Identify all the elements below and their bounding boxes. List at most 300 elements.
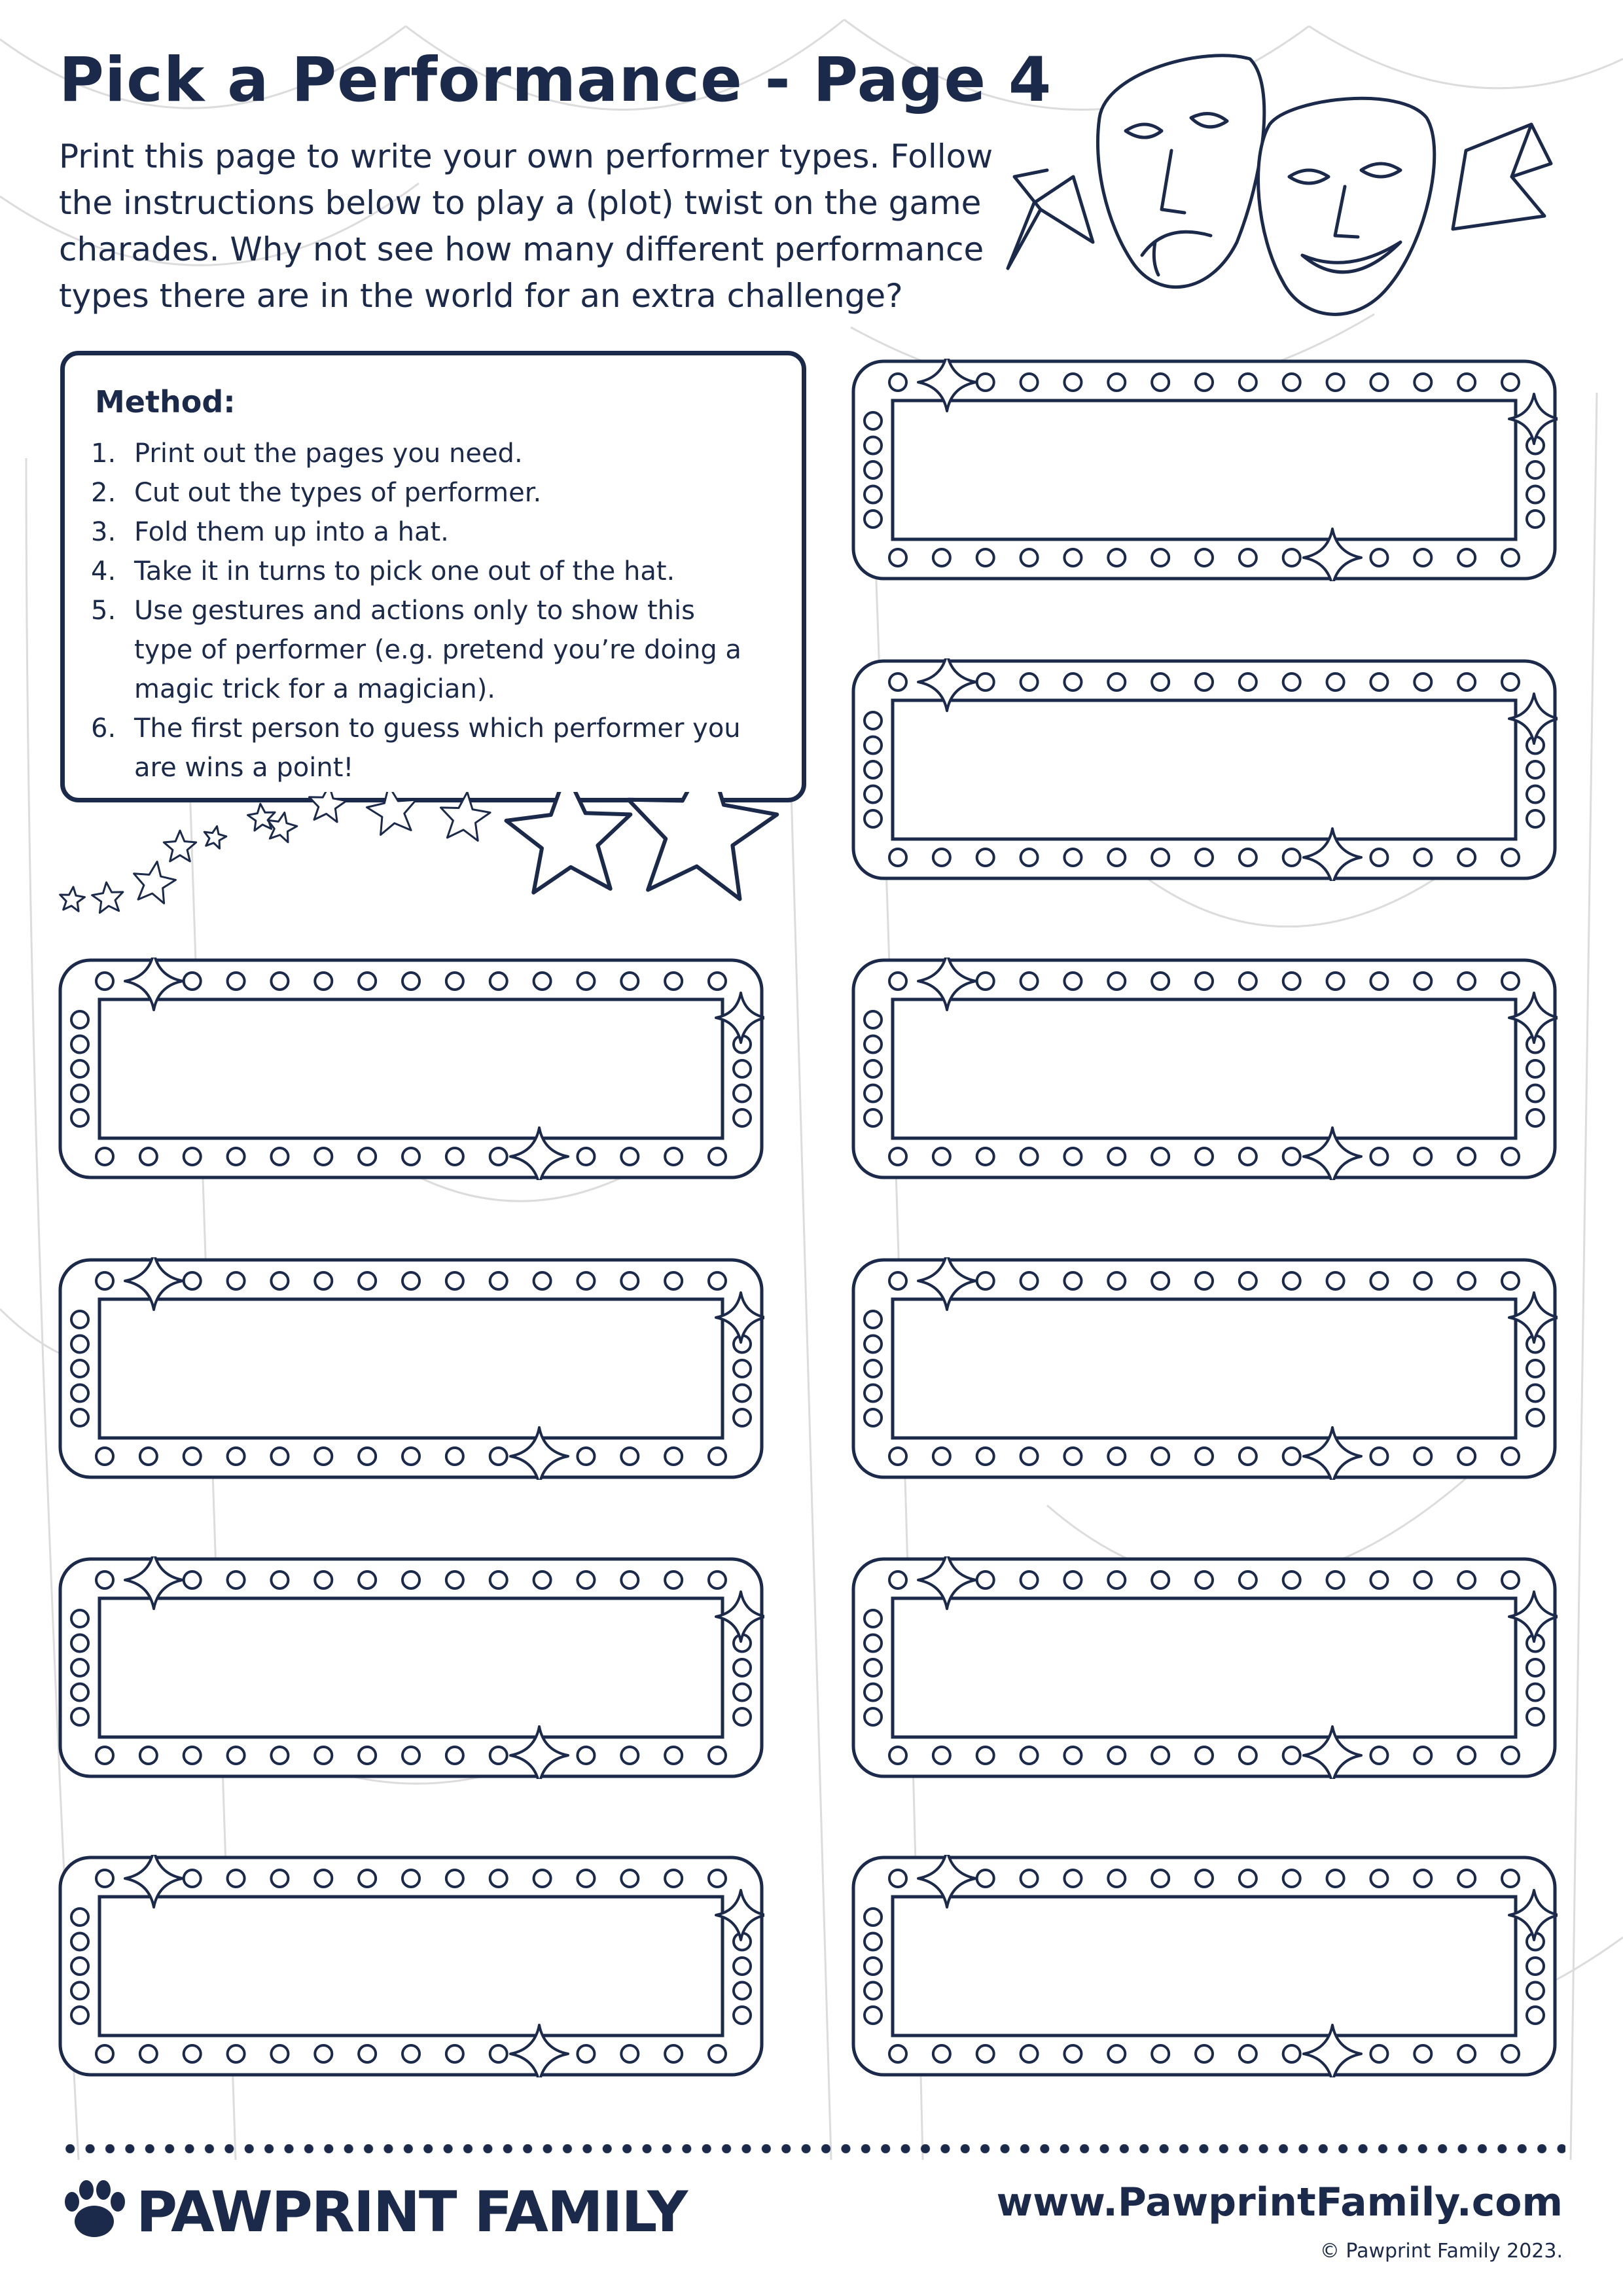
bulb <box>1064 1148 1081 1165</box>
step-number: 4. <box>91 556 116 586</box>
bulb <box>889 673 906 691</box>
bulb <box>71 1036 88 1053</box>
bulb <box>665 1148 682 1165</box>
bulb <box>933 1448 950 1465</box>
bulb <box>184 1148 201 1165</box>
bulb <box>228 1448 245 1465</box>
bulb <box>709 1448 726 1465</box>
bulb <box>446 1747 463 1764</box>
bulb <box>534 1870 551 1887</box>
bulb <box>665 1747 682 1764</box>
bulb <box>1370 1747 1387 1764</box>
method-box <box>60 351 806 802</box>
bulb <box>1458 1148 1475 1165</box>
bulb <box>1502 549 1519 566</box>
bulb <box>1108 1571 1125 1588</box>
bulb <box>577 973 594 990</box>
bulb <box>1527 1958 1544 1975</box>
bulb <box>1502 673 1519 691</box>
bulb <box>271 973 288 990</box>
bulb <box>1458 1448 1475 1465</box>
bulb <box>889 374 906 391</box>
bulb <box>1196 1747 1213 1764</box>
bulb <box>490 973 507 990</box>
bulb <box>709 1870 726 1887</box>
bulb <box>490 1272 507 1289</box>
bulb <box>1152 1747 1169 1764</box>
bulb <box>933 1148 950 1165</box>
bulb <box>865 786 882 803</box>
performer-card <box>851 958 1558 1180</box>
bulb <box>1152 849 1169 866</box>
bulb <box>977 1448 994 1465</box>
bulb <box>577 1747 594 1764</box>
bulb <box>402 1870 419 1887</box>
bulb <box>140 1148 157 1165</box>
bulb <box>889 1571 906 1588</box>
bulb <box>1240 549 1257 566</box>
step-number: 5. <box>91 596 116 626</box>
bulb <box>71 1684 88 1701</box>
bulb <box>1527 1409 1544 1426</box>
bulb <box>1527 1109 1544 1126</box>
bulb <box>933 1747 950 1764</box>
step-text: Cut out the types of performer. <box>134 478 542 508</box>
bulb <box>1152 673 1169 691</box>
bulb <box>1502 1272 1519 1289</box>
bulb <box>184 1448 201 1465</box>
bulb <box>1527 1085 1544 1102</box>
bulb <box>977 1571 994 1588</box>
bulb <box>1240 1571 1257 1588</box>
bulb <box>534 1571 551 1588</box>
bulb <box>865 1036 882 1053</box>
bulb <box>734 1060 751 1077</box>
bulb <box>1064 849 1081 866</box>
bulb <box>315 2045 332 2062</box>
bulb <box>865 1635 882 1652</box>
bulb <box>359 2045 376 2062</box>
bulb <box>933 849 950 866</box>
bulb <box>734 1085 751 1102</box>
bulb <box>1527 486 1544 503</box>
method-step <box>91 591 802 709</box>
step-number: 6. <box>91 713 116 744</box>
bulb <box>665 1448 682 1465</box>
step-number: 3. <box>91 517 116 547</box>
bulb <box>1283 1747 1300 1764</box>
bulb <box>977 973 994 990</box>
bulb <box>865 1610 882 1627</box>
bulb <box>865 1336 882 1353</box>
stars-icon <box>46 792 831 949</box>
bulb <box>865 437 882 454</box>
bulb <box>1196 1448 1213 1465</box>
bulb <box>490 1148 507 1165</box>
bulb <box>889 549 906 566</box>
bulb <box>228 1148 245 1165</box>
bulb <box>71 1360 88 1377</box>
bulb <box>315 1272 332 1289</box>
bulb <box>709 1571 726 1588</box>
star-shape <box>134 861 176 903</box>
bulb <box>359 1870 376 1887</box>
bulb <box>1370 1448 1387 1465</box>
bulb <box>1064 1870 1081 1887</box>
bulb <box>490 2045 507 2062</box>
bulb <box>71 2007 88 2024</box>
bulb <box>734 1360 751 1377</box>
write-in-area <box>99 999 722 1138</box>
bulb <box>1283 374 1300 391</box>
bulb <box>1064 1747 1081 1764</box>
bulb <box>1064 374 1081 391</box>
bulb <box>665 1272 682 1289</box>
bulb <box>865 1011 882 1028</box>
bulb <box>1414 849 1431 866</box>
footer-divider <box>60 2144 1565 2153</box>
bulb <box>1021 1148 1038 1165</box>
step-text: Use gestures and actions only to show this <box>134 596 695 626</box>
bulb <box>865 1085 882 1102</box>
bulb <box>621 973 638 990</box>
bulb <box>977 849 994 866</box>
bulb <box>1527 2007 1544 2024</box>
bulb <box>184 1571 201 1588</box>
bulb <box>977 2045 994 2062</box>
bulb <box>1021 1747 1038 1764</box>
bulb <box>1240 1870 1257 1887</box>
bulb <box>1414 1448 1431 1465</box>
bulb <box>665 973 682 990</box>
bulb <box>1283 1148 1300 1165</box>
bulb <box>709 973 726 990</box>
bulb <box>228 1571 245 1588</box>
intro-line: the instructions below to play a (plot) twist on the game <box>59 184 982 222</box>
bulb <box>1327 1272 1344 1289</box>
bulb <box>71 1011 88 1028</box>
bulb <box>621 1571 638 1588</box>
bulb <box>977 374 994 391</box>
star-shape <box>440 792 490 840</box>
bulb <box>1414 549 1431 566</box>
step-text: The first person to guess which performer you <box>134 713 741 744</box>
bulb <box>1414 1747 1431 1764</box>
bulb <box>1152 1870 1169 1887</box>
bulb <box>490 1747 507 1764</box>
bulb <box>315 1571 332 1588</box>
bulb <box>228 2045 245 2062</box>
bulb <box>1108 549 1125 566</box>
star-shape <box>268 813 297 842</box>
website-link[interactable]: www.PawprintFamily.com <box>996 2179 1563 2225</box>
write-in-area <box>893 1299 1516 1438</box>
bulb <box>865 1684 882 1701</box>
bulb <box>446 1272 463 1289</box>
bulb <box>1064 973 1081 990</box>
bulb <box>1240 1272 1257 1289</box>
bulb <box>577 2045 594 2062</box>
write-in-area <box>893 1897 1516 2036</box>
bulb <box>96 1448 113 1465</box>
performer-card <box>58 1855 764 2077</box>
bulb <box>734 2007 751 2024</box>
bulb <box>865 1109 882 1126</box>
bulb <box>865 486 882 503</box>
bulb <box>1527 1060 1544 1077</box>
star-shape <box>164 831 196 861</box>
paw-icon <box>60 2177 128 2245</box>
bulb <box>1502 2045 1519 2062</box>
bulb <box>1021 374 1038 391</box>
bulb <box>865 511 882 528</box>
bulb <box>1283 1448 1300 1465</box>
bulb <box>71 1311 88 1328</box>
bulb <box>359 1448 376 1465</box>
theatre-masks-icon <box>995 46 1558 334</box>
bulb <box>315 1148 332 1165</box>
bulb <box>933 2045 950 2062</box>
bulb <box>865 1933 882 1950</box>
bulb <box>665 1571 682 1588</box>
bulb <box>1283 673 1300 691</box>
bulb <box>1152 973 1169 990</box>
bulb <box>1527 1385 1544 1402</box>
bulb <box>1327 673 1344 691</box>
bulb <box>71 1336 88 1353</box>
bulb <box>1021 1448 1038 1465</box>
bulb <box>359 1148 376 1165</box>
bulb <box>1527 1982 1544 2000</box>
bulb <box>1152 1148 1169 1165</box>
bulb <box>1370 673 1387 691</box>
write-in-area <box>99 1598 722 1737</box>
bulb <box>889 1272 906 1289</box>
bulb <box>1527 511 1544 528</box>
bulb <box>1108 1148 1125 1165</box>
bulb <box>621 1272 638 1289</box>
bulb <box>865 461 882 478</box>
bulb <box>228 973 245 990</box>
step-text: Print out the pages you need. <box>134 439 523 469</box>
bulb <box>490 1870 507 1887</box>
bulb <box>96 1747 113 1764</box>
star-shape <box>367 792 416 835</box>
bulb <box>271 1571 288 1588</box>
bulb <box>865 1360 882 1377</box>
bulb <box>402 1148 419 1165</box>
bulb <box>71 1109 88 1126</box>
bulb <box>1196 1870 1213 1887</box>
bulb <box>1283 1571 1300 1588</box>
bulb <box>1021 673 1038 691</box>
bulb <box>1108 2045 1125 2062</box>
bulb <box>1502 1448 1519 1465</box>
bulb <box>1458 1571 1475 1588</box>
bulb <box>446 1148 463 1165</box>
bulb <box>96 1571 113 1588</box>
bulb <box>71 1385 88 1402</box>
bulb <box>1240 973 1257 990</box>
bulb <box>865 1311 882 1328</box>
bulb <box>1502 973 1519 990</box>
bulb <box>228 1272 245 1289</box>
bulb <box>1370 374 1387 391</box>
bulb <box>1370 973 1387 990</box>
bulb <box>577 1272 594 1289</box>
bulb <box>96 1148 113 1165</box>
bulb <box>1283 549 1300 566</box>
bulb <box>1414 1870 1431 1887</box>
bulb <box>889 973 906 990</box>
bulb <box>865 1958 882 1975</box>
bulb <box>1196 849 1213 866</box>
bulb <box>71 1060 88 1077</box>
star-shape <box>204 826 226 848</box>
method-step <box>91 473 802 512</box>
bulb <box>228 1870 245 1887</box>
bulb <box>1064 2045 1081 2062</box>
bulb <box>359 973 376 990</box>
bulb <box>1196 2045 1213 2062</box>
star-shape <box>92 882 123 913</box>
bulb <box>1458 1272 1475 1289</box>
bulb <box>446 1571 463 1588</box>
bulb <box>71 1610 88 1627</box>
bulb <box>1152 374 1169 391</box>
method-step <box>91 434 802 473</box>
bulb <box>315 973 332 990</box>
page-title: Pick a Performance - Page 4 <box>59 45 1052 116</box>
bulb <box>1064 673 1081 691</box>
bulb <box>977 1272 994 1289</box>
method-step <box>91 552 802 591</box>
bulb <box>71 1958 88 1975</box>
bulb <box>402 1571 419 1588</box>
bulb <box>1196 673 1213 691</box>
bulb <box>1108 973 1125 990</box>
bulb <box>1458 849 1475 866</box>
bulb <box>1527 1684 1544 1701</box>
bulb <box>709 2045 726 2062</box>
bulb <box>977 1148 994 1165</box>
bulb <box>1196 1272 1213 1289</box>
method-heading: Method: <box>95 384 236 420</box>
bulb <box>1327 973 1344 990</box>
bulb <box>621 1148 638 1165</box>
bulb <box>1283 1272 1300 1289</box>
step-number: 1. <box>91 439 116 469</box>
bulb <box>1196 549 1213 566</box>
bulb <box>1152 2045 1169 2062</box>
intro-line: types there are in the world for an extra challenge? <box>59 277 903 315</box>
bulb <box>1370 1148 1387 1165</box>
write-in-area <box>99 1897 722 2036</box>
bulb <box>577 1870 594 1887</box>
bulb <box>140 1747 157 1764</box>
bulb <box>184 1272 201 1289</box>
bulb <box>1021 1571 1038 1588</box>
bulb <box>865 1659 882 1676</box>
bulb <box>889 1747 906 1764</box>
step-text: type of performer (e.g. pretend you’re doing a <box>134 635 741 665</box>
bulb <box>734 1708 751 1725</box>
bulb <box>977 1870 994 1887</box>
bulb <box>271 1272 288 1289</box>
bulb <box>271 2045 288 2062</box>
bulb <box>734 1659 751 1676</box>
bulb <box>184 973 201 990</box>
performer-card <box>851 658 1558 881</box>
bulb <box>71 1708 88 1725</box>
bulb <box>184 1870 201 1887</box>
bulb <box>577 1571 594 1588</box>
star-shape <box>248 804 276 831</box>
bulb <box>889 2045 906 2062</box>
performer-card <box>58 958 764 1180</box>
bulb <box>734 1958 751 1975</box>
star-shape <box>310 792 347 822</box>
write-in-area <box>893 700 1516 839</box>
performer-card <box>851 1556 1558 1779</box>
bulb <box>1064 1272 1081 1289</box>
performer-card <box>58 1257 764 1480</box>
bulb <box>734 1982 751 2000</box>
brand-name: PAWPRINT FAMILY <box>136 2179 687 2245</box>
bulb <box>865 1060 882 1077</box>
bulb <box>1502 1571 1519 1588</box>
bulb <box>621 1747 638 1764</box>
bulb <box>889 1870 906 1887</box>
bulb <box>1327 374 1344 391</box>
bulb <box>271 1870 288 1887</box>
performer-card <box>58 1556 764 1779</box>
bulb <box>534 1272 551 1289</box>
bulb <box>865 2007 882 2024</box>
bulb <box>1527 786 1544 803</box>
bulb <box>865 412 882 429</box>
bulb <box>621 1870 638 1887</box>
bulb <box>1527 1659 1544 1676</box>
bulb <box>1458 374 1475 391</box>
bulb <box>402 1448 419 1465</box>
bulb <box>402 973 419 990</box>
step-text: Fold them up into a hat. <box>134 517 449 547</box>
bulb <box>71 1909 88 1926</box>
bulb <box>1196 973 1213 990</box>
bulb <box>977 549 994 566</box>
bulb <box>446 2045 463 2062</box>
bulb <box>402 1272 419 1289</box>
bulb <box>1502 1747 1519 1764</box>
bulb <box>71 1982 88 2000</box>
write-in-area <box>893 1598 1516 1737</box>
star-shape <box>628 792 777 899</box>
bulb <box>1108 1870 1125 1887</box>
bulb <box>1283 849 1300 866</box>
bulb <box>709 1148 726 1165</box>
bulb <box>1502 374 1519 391</box>
bulb <box>865 1409 882 1426</box>
bulb <box>709 1272 726 1289</box>
bulb <box>1021 1272 1038 1289</box>
bulb <box>1108 1272 1125 1289</box>
bulb <box>977 1747 994 1764</box>
bulb <box>96 973 113 990</box>
bulb <box>271 1148 288 1165</box>
bulb <box>359 1272 376 1289</box>
bulb <box>1458 673 1475 691</box>
